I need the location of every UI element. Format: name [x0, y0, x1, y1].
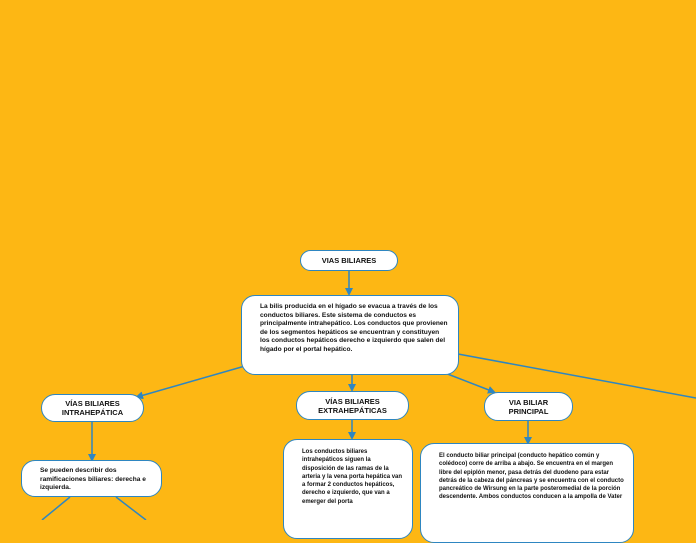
- extra-detail-node[interactable]: [283, 439, 413, 539]
- connector-description-intra: [137, 366, 245, 397]
- principal-label: VIA BILIAR PRINCIPAL: [508, 397, 549, 416]
- connector-intra-right: [116, 497, 146, 520]
- principal-detail-text: El conducto biliar principal (conducto hepático común y colédoco) corre de arriba a abajo. Se encuentra en el margen libre del epiplón menor, pasa detrás del duodeno para estar detrás de la cabeza del páncreas y se encuentra con el conducto pancreático de Wirsung en la parte posteromedial de la porción descendente. Ambos conductos conducen a la ampolla de Vater: [439, 453, 624, 501]
- root-node[interactable]: [300, 250, 398, 271]
- extra-detail-text: Los conductos biliares intrahepáticos siguen la disposición de las ramas de la arteria y la vena porta hepática van a formar 2 conductos hepáticos, derecho e izquierdo, que van a emerger del porta: [302, 449, 403, 505]
- principal-detail-node[interactable]: [420, 443, 634, 543]
- principal-node[interactable]: [484, 392, 573, 421]
- intra-detail-node[interactable]: [21, 460, 162, 497]
- intra-label: VÍAS BILIARES INTRAHEPÁTICA: [61, 399, 124, 417]
- intra-node[interactable]: [41, 394, 144, 422]
- root-label: VIAS BILIARES: [321, 256, 377, 265]
- intra-detail-text: Se pueden describir dos ramificaciones biliares: derecha e izquierda.: [40, 467, 146, 492]
- description-text: La bilis producida en el hígado se evacua a través de los conductos biliares. Este sistema de conductos es principalmente intrahepático. Los conductos que provienen de los segmentos hepáticos se encuentran y constituyen los conductos hepáticos derecho e izquierdo que salen del hígado por el portal hepático.: [260, 303, 448, 353]
- extra-node[interactable]: [296, 391, 409, 420]
- connector-description-principal: [445, 373, 494, 392]
- extra-label: VÍAS BILIARES EXTRAHEPÁTICAS: [318, 396, 387, 415]
- description-node[interactable]: [241, 295, 459, 375]
- connector-intra-left: [42, 497, 70, 520]
